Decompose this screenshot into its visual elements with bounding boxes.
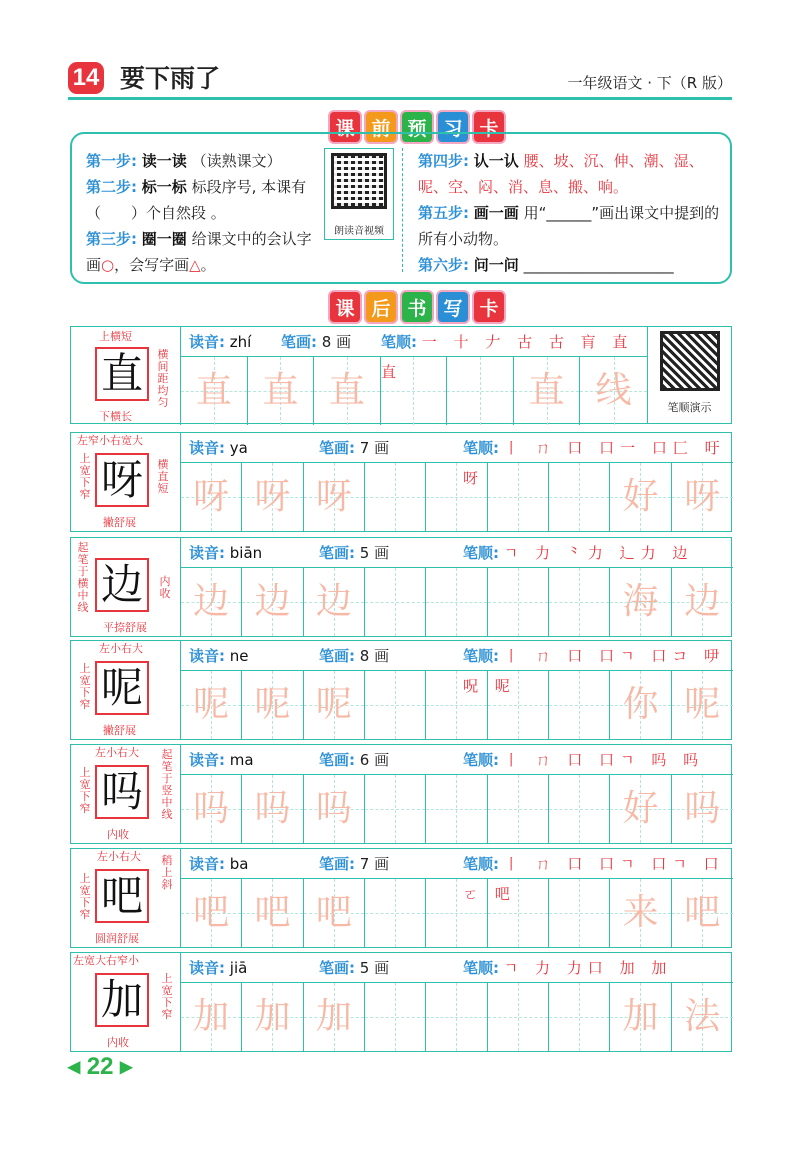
writing-tip: 下横长 xyxy=(99,410,132,423)
practice-cell[interactable] xyxy=(181,357,248,425)
qr-code-icon xyxy=(660,331,720,391)
stroke-count-field xyxy=(319,538,389,568)
trace-character: 边 xyxy=(193,581,230,622)
title-char: 后 xyxy=(364,290,398,324)
pinyin-label: 读音: xyxy=(189,544,225,562)
model-character: 吗 xyxy=(95,765,149,819)
trace-character: 直 xyxy=(528,370,565,411)
stroke-count-label: 笔画: xyxy=(319,647,355,665)
practice-grid xyxy=(181,671,733,739)
qr-code-icon xyxy=(331,153,387,209)
writing-card-title xyxy=(328,290,506,324)
title-char: 写 xyxy=(436,290,470,324)
trace-character: 边 xyxy=(684,581,721,622)
trace-character: 好 xyxy=(622,788,659,829)
step3-end: 。 xyxy=(200,256,216,274)
read-aloud-qr[interactable] xyxy=(324,148,394,240)
practice-cell[interactable] xyxy=(514,357,581,425)
pinyin-value: jiā xyxy=(229,959,248,977)
trace-character: 线 xyxy=(595,370,632,411)
practice-cell[interactable] xyxy=(672,463,733,531)
practice-cell[interactable] xyxy=(488,463,549,531)
writing-tip: 撇舒展 xyxy=(103,724,136,737)
model-char-panel xyxy=(71,538,181,636)
writing-tip: 上宽下窄 xyxy=(161,972,173,1021)
practice-cell[interactable] xyxy=(181,775,242,843)
title-char: 前 xyxy=(364,110,398,144)
trace-character: 好 xyxy=(622,476,659,517)
writing-tip: 起笔于竖中线 xyxy=(161,748,173,821)
stroke-order-value: 丨 ㄇ 口 口ㄱ 口ㄱ 口ㄛ 吧 xyxy=(463,855,725,903)
model-char-panel xyxy=(71,433,181,531)
pinyin-value: ma xyxy=(229,751,254,769)
practice-cell[interactable] xyxy=(610,775,671,843)
trace-character: 直 xyxy=(195,370,232,411)
model-char-panel xyxy=(71,953,181,1051)
step6-action: 问一问 xyxy=(473,256,519,274)
practice-cell[interactable] xyxy=(181,983,242,1051)
trace-character: 呢 xyxy=(254,684,291,725)
practice-cell[interactable] xyxy=(365,775,426,843)
model-character: 呀 xyxy=(95,453,149,507)
practice-grid xyxy=(181,775,733,843)
practice-cell[interactable] xyxy=(447,357,514,425)
step3-label: 第三步: xyxy=(86,230,137,248)
stroke-count-value: 6 画 xyxy=(359,751,390,769)
practice-cell[interactable] xyxy=(426,463,487,531)
stroke-order-label: 笔顺: xyxy=(381,333,417,351)
pinyin-value: biān xyxy=(229,544,263,562)
trace-character: 呀 xyxy=(315,476,352,517)
practice-cell[interactable] xyxy=(304,671,365,739)
stroke-count-field xyxy=(319,433,389,463)
practice-cell[interactable] xyxy=(610,983,671,1051)
trace-character: 吧 xyxy=(684,892,721,933)
preview-divider xyxy=(402,148,403,272)
practice-cell[interactable] xyxy=(426,983,487,1051)
trace-character: 边 xyxy=(254,581,291,622)
trace-character: 吗 xyxy=(193,788,230,829)
writing-tip: 上横短 xyxy=(99,330,132,343)
practice-cell[interactable] xyxy=(426,879,487,947)
char-info-bar xyxy=(181,641,733,695)
writing-tip: 撇舒展 xyxy=(103,516,136,529)
practice-cell[interactable] xyxy=(610,879,671,947)
step6-answer-line[interactable]: ____________________ xyxy=(523,256,674,274)
practice-cell[interactable] xyxy=(549,568,610,636)
step4-action: 认一认 xyxy=(473,152,519,170)
stroke-count-value: 8 画 xyxy=(321,333,352,351)
stroke-demo-qr[interactable] xyxy=(647,327,731,423)
practice-cell[interactable] xyxy=(672,879,733,947)
writing-tip: 内收 xyxy=(107,1036,129,1049)
step2-label: 第二步: xyxy=(86,178,137,196)
step5-label: 第五步: xyxy=(418,204,469,222)
writing-tip: 左小右大 xyxy=(99,642,143,655)
stroke-order-label: 笔顺: xyxy=(463,647,499,665)
trace-character: 呀 xyxy=(193,476,230,517)
writing-row xyxy=(70,640,732,740)
model-character: 呢 xyxy=(95,661,149,715)
triangle-mark: △ xyxy=(189,256,201,274)
writing-tip: 内收 xyxy=(107,828,129,841)
practice-cell[interactable] xyxy=(549,671,610,739)
practice-cell[interactable] xyxy=(181,463,242,531)
step3-action: 圈一圈 xyxy=(141,230,187,248)
writing-row xyxy=(70,432,732,532)
practice-cell[interactable] xyxy=(610,671,671,739)
pinyin-value: ba xyxy=(229,855,249,873)
step2-action: 标一标 xyxy=(141,178,187,196)
writing-tip: 横间距均匀 xyxy=(157,348,169,409)
practice-cell[interactable] xyxy=(672,568,733,636)
preview-left-column xyxy=(86,148,336,278)
trace-character: 海 xyxy=(622,581,659,622)
step2-text: 标段序号, 本课有（ ）个自然段 。 xyxy=(86,178,307,222)
practice-cell[interactable] xyxy=(549,775,610,843)
step1-action: 读一读 xyxy=(141,152,187,170)
preview-card xyxy=(70,132,732,284)
practice-cell[interactable] xyxy=(181,568,242,636)
writing-tip: 内收 xyxy=(159,575,171,600)
writing-tip: 圆润舒展 xyxy=(95,932,139,945)
qr-label: 朗读音视频 xyxy=(334,226,384,237)
practice-cell[interactable] xyxy=(248,357,315,425)
title-char: 课 xyxy=(328,110,362,144)
practice-grid xyxy=(181,568,733,636)
writing-tip: 上宽下窄 xyxy=(79,452,91,501)
stroke-order-field xyxy=(463,745,704,775)
writing-row xyxy=(70,326,732,424)
trace-character: 边 xyxy=(315,581,352,622)
stroke-count-value: 7 画 xyxy=(359,855,390,873)
trace-character: 呀 xyxy=(684,476,721,517)
stroke-count-label: 笔画: xyxy=(319,855,355,873)
trace-character: 吧 xyxy=(254,892,291,933)
writing-tip: 稍上斜 xyxy=(161,854,173,891)
circle-mark: ○ xyxy=(101,256,115,274)
practice-cell[interactable] xyxy=(488,568,549,636)
writing-tip: 起笔于横中线 xyxy=(77,541,89,614)
stroke-order-value: ㄱ 力 ⺀力 辶力 边 xyxy=(503,544,694,562)
stroke-count-label: 笔画: xyxy=(319,751,355,769)
trace-character: 加 xyxy=(254,996,291,1037)
pinyin-field xyxy=(189,849,249,879)
trace-character: 法 xyxy=(684,996,721,1037)
title-char: 书 xyxy=(400,290,434,324)
stroke-order-value: 丨 ㄇ 口 口一 口匚 吁 呀 xyxy=(463,439,726,487)
model-character: 直 xyxy=(95,347,149,401)
stroke-count-value: 7 画 xyxy=(359,439,390,457)
trace-character: 呢 xyxy=(315,684,352,725)
practice-cell[interactable] xyxy=(242,775,303,843)
practice-cell[interactable] xyxy=(365,671,426,739)
title-char: 卡 xyxy=(472,290,506,324)
page-header xyxy=(68,62,732,102)
stroke-count-field xyxy=(319,641,389,671)
stroke-count-label: 笔画: xyxy=(319,544,355,562)
pinyin-label: 读音: xyxy=(189,959,225,977)
practice-cell[interactable] xyxy=(365,879,426,947)
trace-character: 加 xyxy=(315,996,352,1037)
pinyin-value: zhí xyxy=(229,333,252,351)
title-char: 课 xyxy=(328,290,362,324)
model-character: 吧 xyxy=(95,869,149,923)
char-info-bar xyxy=(181,327,647,381)
writing-tip: 左小右大 xyxy=(95,746,139,759)
title-char: 习 xyxy=(436,110,470,144)
char-info-bar xyxy=(181,433,733,487)
practice-cell[interactable] xyxy=(672,983,733,1051)
char-info-bar xyxy=(181,538,733,568)
writing-tip: 上宽下窄 xyxy=(79,766,91,815)
page-number: ◂ 22 ▸ xyxy=(68,1053,133,1080)
practice-cell[interactable] xyxy=(488,983,549,1051)
practice-cell[interactable] xyxy=(365,983,426,1051)
model-char-panel xyxy=(71,641,181,739)
practice-grid xyxy=(181,879,733,947)
writing-tip: 上宽下窄 xyxy=(79,662,91,711)
stroke-order-label: 笔顺: xyxy=(463,959,499,977)
practice-cell[interactable] xyxy=(488,879,549,947)
stroke-count-label: 笔画: xyxy=(319,959,355,977)
stroke-order-value: 丨 ㄇ 口 口ㄱ 口コ 吚 呪 呢 xyxy=(463,647,726,695)
practice-cell[interactable] xyxy=(580,357,647,425)
stroke-count-label: 笔画: xyxy=(281,333,317,351)
practice-cell[interactable] xyxy=(242,983,303,1051)
practice-cell[interactable] xyxy=(304,775,365,843)
pinyin-field xyxy=(189,433,248,463)
writing-tip: 横直短 xyxy=(157,458,169,495)
writing-tip: 上宽下窄 xyxy=(79,872,91,921)
practice-cell[interactable] xyxy=(304,463,365,531)
step4-label: 第四步: xyxy=(418,152,469,170)
trace-character: 呢 xyxy=(684,684,721,725)
pinyin-field xyxy=(189,953,247,983)
trace-character: 吧 xyxy=(315,892,352,933)
trace-character: 直 xyxy=(262,370,299,411)
practice-cell[interactable] xyxy=(242,463,303,531)
practice-cell[interactable] xyxy=(381,357,448,425)
writing-row xyxy=(70,537,732,637)
stroke-count-field xyxy=(319,953,389,983)
model-char-panel xyxy=(71,849,181,947)
stroke-order-value: ㄱ 力 力口 加 加 xyxy=(503,959,673,977)
stroke-order-value: 丨 ㄇ 口 口ㄱ 吗 吗 xyxy=(503,751,705,769)
grade-label: 一年级语文 · 下（R 版） xyxy=(567,74,732,92)
step3-text-b: ，会写字画 xyxy=(114,256,190,274)
trace-character: 吗 xyxy=(315,788,352,829)
step5-action: 画一画 xyxy=(473,204,519,222)
practice-cell[interactable] xyxy=(181,879,242,947)
practice-cell[interactable] xyxy=(672,775,733,843)
stroke-count-value: 5 画 xyxy=(359,959,390,977)
practice-cell[interactable] xyxy=(426,775,487,843)
lesson-number-badge: 14 xyxy=(68,62,104,94)
writing-row xyxy=(70,952,732,1052)
pinyin-label: 读音: xyxy=(189,855,225,873)
writing-tip: 左宽大右窄小 xyxy=(73,954,139,967)
writing-tip: 左小右大 xyxy=(97,850,141,863)
practice-grid xyxy=(181,463,733,531)
stroke-count-field xyxy=(319,745,389,775)
practice-cell[interactable] xyxy=(610,463,671,531)
practice-cell[interactable] xyxy=(304,983,365,1051)
practice-cell[interactable] xyxy=(365,568,426,636)
trace-character: 呀 xyxy=(254,476,291,517)
step1-text: （读熟课文） xyxy=(191,152,282,170)
step1-label: 第一步: xyxy=(86,152,137,170)
char-info-bar xyxy=(181,953,733,983)
lesson-title: 要下雨了 xyxy=(120,64,221,93)
practice-grid xyxy=(181,357,647,425)
trace-character: 加 xyxy=(193,996,230,1037)
practice-cell[interactable] xyxy=(488,671,549,739)
stroke-order-label: 笔顺: xyxy=(463,751,499,769)
trace-character: 你 xyxy=(622,684,659,725)
model-character: 边 xyxy=(95,558,149,612)
char-info-bar xyxy=(181,849,733,903)
step5-text: 用“______”画出课文中提到的所有小动物。 xyxy=(418,204,720,248)
step4-chars: 腰、坡、沉、伸、潮、湿、呢、空、闷、消、息、搬、响。 xyxy=(418,152,704,196)
stroke-order-value: 一 十 𠂇 古 古 肓 直 直 xyxy=(381,333,634,381)
stroke-order-field xyxy=(463,953,672,983)
practice-cell[interactable] xyxy=(549,463,610,531)
stroke-count-value: 5 画 xyxy=(359,544,390,562)
writing-row xyxy=(70,744,732,844)
trace-character: 加 xyxy=(622,996,659,1037)
practice-cell[interactable] xyxy=(672,671,733,739)
practice-cell[interactable] xyxy=(242,671,303,739)
practice-cell[interactable] xyxy=(242,568,303,636)
writing-tip: 左窄小右宽大 xyxy=(77,434,143,447)
model-char-panel xyxy=(71,745,181,843)
title-char: 卡 xyxy=(472,110,506,144)
pinyin-label: 读音: xyxy=(189,439,225,457)
title-char: 预 xyxy=(400,110,434,144)
stroke-count-field xyxy=(319,849,389,879)
practice-cell[interactable] xyxy=(365,463,426,531)
pinyin-value: ya xyxy=(229,439,248,457)
pinyin-field xyxy=(189,327,251,357)
trace-character: 吧 xyxy=(193,892,230,933)
stroke-count-label: 笔画: xyxy=(319,439,355,457)
stroke-order-field xyxy=(463,538,693,568)
step6-label: 第六步: xyxy=(418,256,469,274)
model-char-panel xyxy=(71,327,181,425)
practice-cell[interactable] xyxy=(610,568,671,636)
trace-character: 来 xyxy=(622,892,659,933)
practice-grid xyxy=(181,983,733,1051)
trace-character: 呢 xyxy=(193,684,230,725)
pinyin-label: 读音: xyxy=(189,751,225,769)
model-character: 加 xyxy=(95,973,149,1027)
step3-text-a: 给课文中的会认字画 xyxy=(86,230,312,274)
header-divider xyxy=(68,97,732,100)
practice-cell[interactable] xyxy=(426,671,487,739)
practice-cell[interactable] xyxy=(426,568,487,636)
practice-cell[interactable] xyxy=(181,671,242,739)
stroke-order-label: 笔顺: xyxy=(463,439,499,457)
stroke-order-label: 笔顺: xyxy=(463,855,499,873)
pinyin-label: 读音: xyxy=(189,647,225,665)
stroke-count-field xyxy=(281,327,351,357)
trace-character: 吗 xyxy=(684,788,721,829)
qr-label: 笔顺演示 xyxy=(667,401,712,414)
stroke-count-value: 8 画 xyxy=(359,647,390,665)
practice-cell[interactable] xyxy=(304,568,365,636)
char-info-bar xyxy=(181,745,733,775)
trace-character: 吗 xyxy=(254,788,291,829)
practice-cell[interactable] xyxy=(488,775,549,843)
stroke-order-label: 笔顺: xyxy=(463,544,499,562)
pinyin-field xyxy=(189,641,249,671)
writing-row xyxy=(70,848,732,948)
practice-cell[interactable] xyxy=(549,983,610,1051)
trace-character: 直 xyxy=(328,370,365,411)
pinyin-value: ne xyxy=(229,647,249,665)
preview-right-column xyxy=(418,148,728,278)
pinyin-field xyxy=(189,745,254,775)
practice-cell[interactable] xyxy=(314,357,381,425)
pinyin-field xyxy=(189,538,262,568)
writing-tip: 平捺舒展 xyxy=(103,621,147,634)
practice-cell[interactable] xyxy=(549,879,610,947)
practice-cell[interactable] xyxy=(242,879,303,947)
practice-cell[interactable] xyxy=(304,879,365,947)
pinyin-label: 读音: xyxy=(189,333,225,351)
